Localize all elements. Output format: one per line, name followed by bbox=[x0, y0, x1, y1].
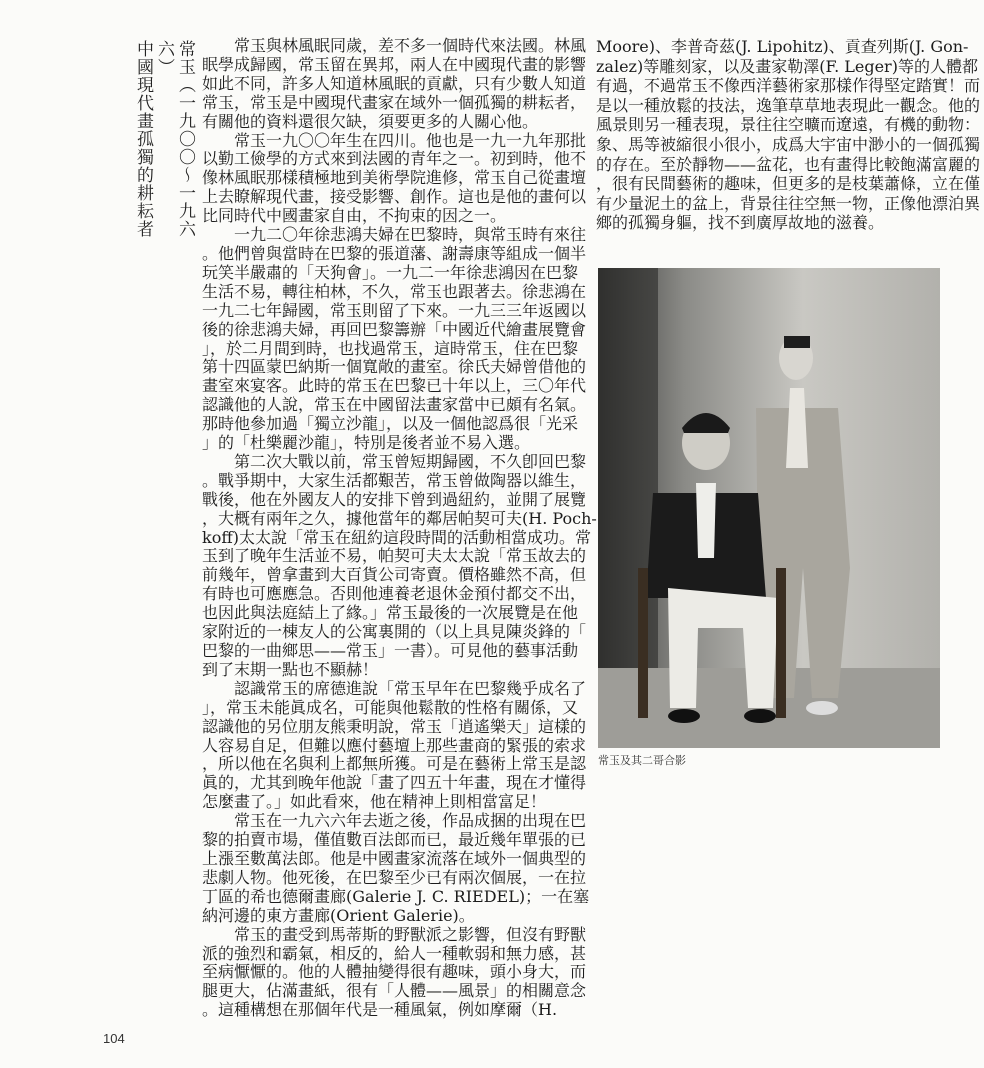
text-line: 。戰爭期中，大家生活都艱苦，常玉曾做陶器以維生， bbox=[202, 470, 587, 490]
text-line: ，所以他在名與利上都無所獲。可是在藝術上常玉是認 bbox=[202, 754, 587, 774]
text-line: 納河邊的東方畫廊(Orient Galerie)。 bbox=[202, 905, 475, 925]
text-line: 丁區的希也德爾畫廊(Galerie J. C. RIEDEL)；一在塞 bbox=[202, 886, 590, 906]
text-line: 派的強烈和霸氣，相反的，給人一種軟弱和無力感，甚 bbox=[202, 943, 587, 963]
text-line: 像林風眠那樣積極地到美術學院進修，常玉自己從畫壇 bbox=[202, 168, 587, 188]
text-line: 畫室來宴客。此時的常玉在巴黎已十年以上，三〇年代 bbox=[202, 376, 587, 396]
side-title bbox=[132, 40, 195, 260]
text-line: 上去瞭解現代畫，接受影響、創作。這也是他的畫何以 bbox=[202, 187, 587, 207]
text-line: 第二次大戰以前，常玉曾短期歸國，不久卽回巴黎 bbox=[234, 451, 587, 471]
text-line: 生活不易，轉往柏林，不久，常玉也跟著去。徐悲鴻在 bbox=[202, 281, 587, 301]
text-line: 的存在。至於靜物——盆花，也有畫得比較飽滿富麗的 bbox=[596, 154, 981, 174]
text-line: 有時也可應應急。否則他連養老退休金預付都交不出， bbox=[202, 584, 587, 604]
text-line: 。他們曾與當時在巴黎的張道藩、謝壽康等組成一個半 bbox=[202, 243, 587, 263]
text-line: 鄉的孤獨身軀，找不到廣厚故地的滋養。 bbox=[596, 213, 885, 233]
text-line: 腿更大，佔滿畫紙，很有「人體——風景」的相關意念 bbox=[202, 981, 587, 1001]
text-line: 上漲至數萬法郎。他是中國畫家流落在域外一個典型的 bbox=[202, 848, 587, 868]
text-line: 常玉的畫受到馬蒂斯的野獸派之影響，但沒有野獸 bbox=[234, 924, 587, 944]
text-line: 人容易自足，但難以應付藝壇上那些畫商的緊張的索求 bbox=[202, 735, 587, 755]
text-line: 象、馬等被縮很小很小，成爲大宇宙中渺小的一個孤獨 bbox=[596, 134, 981, 154]
text-line: 悲劇人物。他死後，在巴黎至少已有兩次個展，一在拉 bbox=[202, 867, 587, 887]
text-line: 巴黎的一曲鄉思——常玉」一書）。可見他的藝事活動 bbox=[202, 641, 579, 660]
text-line: 前幾年，曾拿畫到大百貨公司寄賣。價格雖然不高，但 bbox=[202, 565, 587, 585]
text-line: ，大概有兩年之久，據他當年的鄰居帕契可夫(H. Poch- bbox=[202, 508, 597, 528]
text-line: 第十四區蒙巴納斯一個寬敞的畫室。徐氏夫婦曾借他的 bbox=[202, 357, 587, 377]
page-number: 104 bbox=[103, 1031, 125, 1046]
text-line: 到了末期一點也不顯赫！ bbox=[202, 659, 379, 679]
text-line: 比同時代中國畫家自由，不拘束的因之一。 bbox=[202, 206, 507, 226]
text-line: 戰後，他在外國友人的安排下曾到過紐約，並開了展覽 bbox=[202, 489, 587, 509]
text-line: 怎麼畫了。」如此看來，他在精神上則相當富足！ bbox=[202, 792, 547, 812]
text-line: 風景則另一種表現，景往往空曠而遼遠，有機的動物： bbox=[596, 115, 981, 135]
photograph bbox=[598, 268, 940, 748]
text-line: 常玉，常玉是中國現代畫家在域外一個孤獨的耕耘者， bbox=[202, 92, 587, 112]
text-line: 眠學成歸國，常玉留在異邦，兩人在中國現代畫的影響 bbox=[202, 54, 587, 74]
text-line: 如此不同，許多人知道林風眠的貢獻，只有少數人知道 bbox=[202, 73, 587, 93]
text-line: 有少量泥土的盆上，背景往往空無一物，正像他漂泊異 bbox=[596, 193, 981, 213]
text-line: 玩笑半嚴肅的「天狗會」。一九二一年徐悲鴻因在巴黎 bbox=[202, 262, 579, 282]
text-line: 」，常玉未能眞成名，可能與他鬆散的性格有關係，又 bbox=[202, 697, 579, 717]
text-line: 」，於二月間到時，也找過常玉，這時常玉，住在巴黎 bbox=[202, 338, 579, 358]
photo-caption: 常玉及其二哥合影 bbox=[598, 754, 686, 767]
text-line: 認識他的另位朋友熊秉明說，常玉「逍遙樂天」這樣的 bbox=[202, 716, 587, 736]
text-line: 常玉一九〇〇年生在四川。他也是一九一九年那批 bbox=[234, 130, 587, 150]
side-title-name: 常玉（一九〇〇～一九六六） bbox=[154, 40, 195, 238]
text-line: 是以一種放鬆的技法，逸筆草草地表現此一觀念。他的 bbox=[596, 95, 981, 115]
text-line: 一九二七年歸國，常玉則留了下來。一九三三年返國以 bbox=[202, 300, 587, 320]
text-line: Moore)、李普奇茲(J. Lipohitz)、貢查列斯(J. Gon- bbox=[596, 37, 969, 56]
text-line: 眞的，尤其到晚年他說「畫了四五十年畫，現在才懂得 bbox=[202, 773, 587, 793]
text-line: 。這種構想在那個年代是一種風氣，例如摩爾（H. bbox=[202, 1000, 558, 1020]
photo-two-men bbox=[598, 268, 940, 748]
text-line: ，很有民間藝術的趣味，但更多的是枝葉蕭條，立在僅 bbox=[596, 174, 981, 194]
text-line: 」的「杜樂麗沙龍」，特別是後者並不易入選。 bbox=[202, 433, 531, 453]
text-line: 以勤工儉學的方式來到法國的青年之一。初到時，他不 bbox=[202, 149, 587, 169]
text-line: 也因此與法庭結上了緣。」常玉最後的一次展覽是在他 bbox=[202, 603, 579, 623]
side-title-subtitle: 中國現代畫孤獨的耕耘者 bbox=[133, 40, 153, 238]
text-line: 一九二〇年徐悲鴻夫婦在巴黎時，與常玉時有來往 bbox=[234, 225, 587, 245]
text-column-left bbox=[202, 36, 597, 1020]
text-line: 有關他的資料還很欠缺，須要更多的人關心他。 bbox=[202, 111, 539, 131]
text-line: 認識他的人說，常玉在中國留法畫家當中已頗有名氣。 bbox=[202, 395, 587, 415]
text-line: 玉到了晚年生活並不易，帕契可夫太太說「常玉故去的 bbox=[202, 546, 587, 566]
text-line: 那時他參加過「獨立沙龍」，以及一個他認爲很「光采 bbox=[202, 414, 579, 434]
text-column-right bbox=[596, 37, 981, 233]
text-line: 有過，不過常玉不像西洋藝術家那樣作得堅定踏實！而 bbox=[596, 76, 981, 96]
text-line: 黎的拍賣市場，僅值數百法郎而已，最近幾年單張的已 bbox=[202, 830, 587, 850]
text-line: 後的徐悲鴻夫婦，再回巴黎籌辦「中國近代繪畫展覽會 bbox=[202, 319, 587, 339]
text-line: zalez)等雕刻家，以及畫家勒澤(F. Leger)等的人體都 bbox=[596, 56, 978, 76]
text-line: koff)太太說「常玉在紐約這段時間的活動相當成功。常 bbox=[202, 527, 591, 547]
text-line: 家附近的一棟友人的公寓裏開的（以上具見陳炎鋒的「 bbox=[202, 622, 587, 642]
text-line: 至病懨懨的。他的人體抽變得很有趣味，頭小身大，而 bbox=[202, 962, 587, 982]
text-line: 常玉在一九六六年去逝之後，作品成捆的出現在巴 bbox=[234, 811, 587, 831]
text-line: 認識常玉的席德進說「常玉早年在巴黎幾乎成名了 bbox=[234, 678, 587, 698]
text-line: 常玉與林風眠同歲，差不多一個時代來法國。林風 bbox=[234, 36, 587, 55]
